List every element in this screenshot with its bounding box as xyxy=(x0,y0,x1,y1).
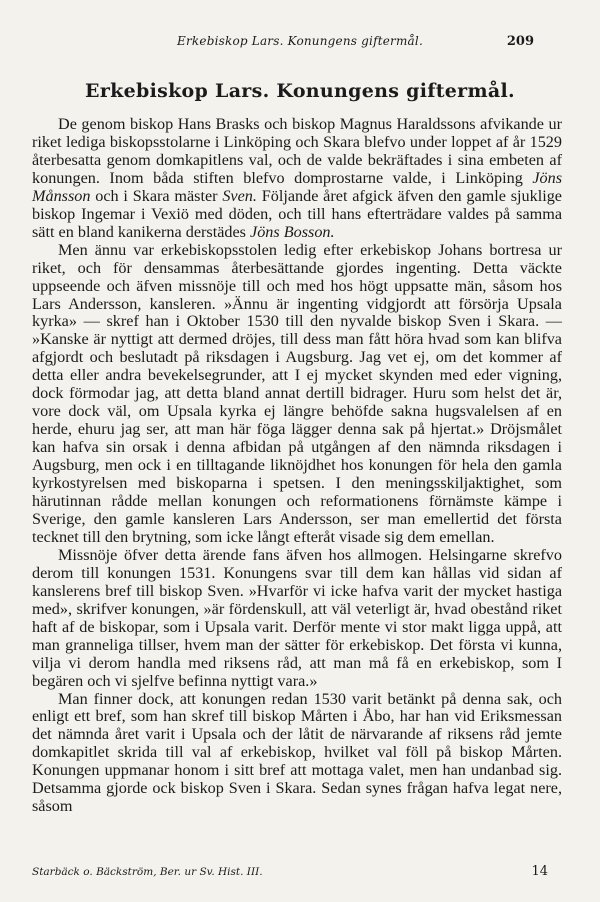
running-head xyxy=(0,34,600,54)
page-footer xyxy=(32,866,562,884)
signature-mark: 14 xyxy=(531,864,548,879)
page-number: 209 xyxy=(506,34,534,49)
body-text xyxy=(32,116,562,816)
paragraph-4: Man finner dock, att konungen redan 1530 varit betänkt på denna sak, och enligt ett bref, som han skref till biskop Mårten i Åbo, har han vid Eriksmessan det nämnda året varit i Upsala och der låtit de närvarande af riksens råd jemte domkapitlet skrida till val af erkebiskop, hvilket val föll på biskop Mårten. Konungen uppmanar honom i sitt bref att mottaga valet, men han undanbad sig. Detsamma gjorde ock biskop Sven i Skara. Sedan synes frågan hafva legat nere, såsom xyxy=(32,689,562,816)
paragraph-2: Men ännu var erkebiskopsstolen ledig efter erkebiskop Johans bortresa ur riket, och för densammas återbesättande gjordes ingenting. Detta väckte uppseende och äfven missnöje till och med hos högt uppsatte män, såsom hos Lars Andersson, kansleren. »Ännu är ingenting vidgjordt att försörja Upsala kyrka» — skref han i Oktober 1530 till den nyvalde biskop Sven i Skara. — »Kanske är nyttigt att dermed dröjes, till dess man fått höra hvad som kan blifva afgjordt och beslutadt på riksdagen i Augsburg. Jag vet ej, om det kommer af detta eller andra bevekelsegrunder, att I ej mycket skynden med eder vigning, dock förmodar jag, att detta bland annat dertill bidrager. Huru som helst det är, vore dock väl, om Upsala kyrka ej längre behöfde sakna hugsvalelsen af en herde, ehuru jag ser, att man här föga lägger denna sak på hjertat.» Dröjsmålet kan hafva sin orsak i denna afbidan på utgången af den nämnda riksdagen i Augsburg, men ock i en tilltagande liknöjdhet hos konungen för hela den gamla kyrkostyrelsen med biskoparna i spetsen. I den meningsskiljaktighet, som härutinnan rådde mellan konungen och reformationens förnämste kämpe i Sverige, den gamle kansleren Lars Andersson, ser man emellertid det första tecknet till den brytning, som icke långt efteråt visade sig dem emellan. xyxy=(32,240,562,546)
running-head-title: Erkebiskop Lars. Konungens giftermål. xyxy=(177,34,423,48)
person-name: Jöns Bosson. xyxy=(250,222,335,241)
person-name: Sven. xyxy=(222,186,257,205)
paragraph-1: De genom biskop Hans Brasks och biskop Magnus Haraldssons afvikande ur riket lediga biskopsstolarne i Linköping och Skara blefvo under loppet af år 1529 återbesatta genom domkapitlens val, och de valde bekräftades i sina embeten af konungen. Inom båda stiften blefvo domprostarne valde, i Linköping Jöns Månsson och i Skara mäster Sven. Följande året afgick äfven den gamle sjuklige biskop Ingemar i Vexiö med döden, och till hans efterträdare valdes på samma sätt en bland kanikerna derstädes Jöns Bosson. xyxy=(32,115,562,241)
paragraph-3: Missnöje öfver detta ärende fans äfven hos allmogen. Helsingarne skrefvo derom till konungen 1531. Konungens svar till dem kan hållas vid sidan af kanslerens bref till biskop Sven. »Hvarför vi icke hafva varit der mycket hastiga med», skrifver konungen, »är fördenskull, att väl veterligt är, hvad obestånd riket haft af de biskopar, som i Upsala varit. Derför mente vi stor makt ligga uppå, att man granneliga tillser, hvem man der sätter för erkebiskop. Det första vi kunna, vilja vi derom handla med riksens råd, att man må få en erkebiskop, som I begären och vi sjelfve befinna nyttigt vara.» xyxy=(32,545,562,690)
footer-source: Starbäck o. Bäckström, Ber. ur Sv. Hist. III. xyxy=(32,866,263,878)
section-heading: Erkebiskop Lars. Konungens giftermål. xyxy=(85,80,515,102)
person-name: Jöns Månsson xyxy=(32,168,562,205)
